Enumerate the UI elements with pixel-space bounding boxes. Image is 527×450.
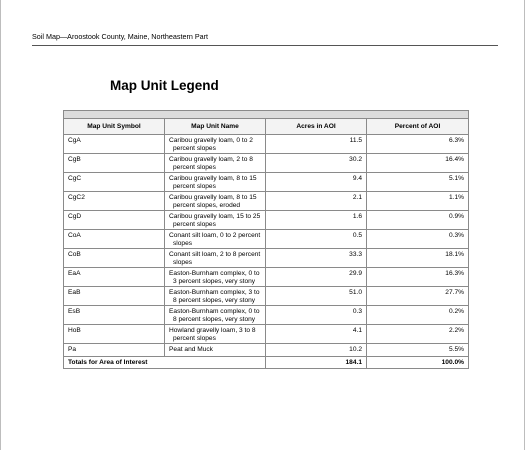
cell-symbol: CgA (64, 135, 165, 154)
column-header-acres: Acres in AOI (266, 119, 367, 135)
cell-name (165, 230, 266, 249)
cell-symbol: EaB (64, 287, 165, 306)
cell-acres: 29.9 (266, 268, 367, 287)
cell-symbol: EaA (64, 268, 165, 287)
cell-acres: 4.1 (266, 325, 367, 344)
table-row (64, 268, 469, 287)
cell-name (165, 135, 266, 154)
cell-percent: 27.7% (367, 287, 469, 306)
cell-percent: 5.5% (367, 344, 469, 357)
cell-percent: 5.1% (367, 173, 469, 192)
cell-symbol: CgC2 (64, 192, 165, 211)
cell-name (165, 268, 266, 287)
column-header-percent: Percent of AOI (367, 119, 469, 135)
table-row (64, 135, 469, 154)
cell-acres: 30.2 (266, 154, 367, 173)
cell-percent: 18.1% (367, 249, 469, 268)
cell-percent: 16.3% (367, 268, 469, 287)
cell-symbol: CgC (64, 173, 165, 192)
cell-name-text: Caribou gravelly loam, 0 to 2 percent slopes (169, 137, 253, 152)
table-row (64, 192, 469, 211)
cell-symbol: Pa (64, 344, 165, 357)
document-header-title: Soil Map—Aroostook County, Maine, Northeastern Part (32, 32, 209, 41)
column-header-name: Map Unit Name (165, 119, 266, 135)
cell-acres: 2.1 (266, 192, 367, 211)
cell-name-text: Easton-Burnham complex, 0 to 8 percent slopes, very stony (169, 308, 260, 323)
cell-name-text: Easton-Burnham complex, 3 to 8 percent slopes, very stony (169, 289, 260, 304)
cell-symbol: CoB (64, 249, 165, 268)
cell-acres: 0.3 (266, 306, 367, 325)
cell-name-text: Conant silt loam, 2 to 8 percent slopes (169, 251, 261, 266)
cell-acres: 51.0 (266, 287, 367, 306)
legend-title: Map Unit Legend (110, 78, 219, 93)
table-row (64, 249, 469, 268)
cell-name (165, 344, 266, 357)
table-row (64, 287, 469, 306)
cell-name (165, 287, 266, 306)
cell-symbol: CoA (64, 230, 165, 249)
totals-acres: 184.1 (266, 357, 367, 369)
cell-symbol: HoB (64, 325, 165, 344)
table-row (64, 344, 469, 357)
cell-acres: 9.4 (266, 173, 367, 192)
cell-name (165, 306, 266, 325)
totals-row (64, 357, 469, 369)
cell-percent: 0.9% (367, 211, 469, 230)
table-row (64, 230, 469, 249)
cell-name-text: Easton-Burnham complex, 0 to 3 percent slopes, very stony (169, 270, 260, 285)
table-row (64, 154, 469, 173)
cell-symbol: EsB (64, 306, 165, 325)
map-unit-legend-table (63, 110, 469, 369)
cell-percent: 1.1% (367, 192, 469, 211)
cell-name-text: Caribou gravelly loam, 8 to 15 percent slopes, eroded (169, 194, 257, 209)
cell-name (165, 211, 266, 230)
cell-name-text: Conant silt loam, 0 to 2 percent slopes (169, 232, 261, 247)
cell-name (165, 325, 266, 344)
cell-percent: 0.2% (367, 306, 469, 325)
table-top-bar (64, 111, 469, 119)
cell-name (165, 154, 266, 173)
cell-symbol: CgB (64, 154, 165, 173)
cell-name (165, 192, 266, 211)
table-row (64, 306, 469, 325)
cell-name-text: Caribou gravelly loam, 8 to 15 percent slopes (169, 175, 257, 190)
cell-acres: 1.6 (266, 211, 367, 230)
cell-name-text: Caribou gravelly loam, 2 to 8 percent slopes (169, 156, 253, 171)
cell-name-text: Peat and Muck (169, 346, 213, 353)
cell-acres: 33.3 (266, 249, 367, 268)
cell-symbol: CgD (64, 211, 165, 230)
cell-acres: 0.5 (266, 230, 367, 249)
cell-percent: 6.3% (367, 135, 469, 154)
cell-name-text: Caribou gravelly loam, 15 to 25 percent slopes (169, 213, 261, 228)
totals-percent: 100.0% (367, 357, 469, 369)
header-divider (32, 45, 498, 46)
table-row (64, 325, 469, 344)
table-row (64, 173, 469, 192)
column-header-symbol: Map Unit Symbol (64, 119, 165, 135)
cell-percent: 0.3% (367, 230, 469, 249)
cell-acres: 10.2 (266, 344, 367, 357)
cell-name (165, 249, 266, 268)
cell-percent: 2.2% (367, 325, 469, 344)
cell-acres: 11.5 (266, 135, 367, 154)
cell-name-text: Howland gravelly loam, 3 to 8 percent slopes (169, 327, 256, 342)
cell-name (165, 173, 266, 192)
cell-percent: 16.4% (367, 154, 469, 173)
table-header-row (64, 119, 469, 135)
totals-label: Totals for Area of Interest (64, 357, 266, 369)
table-row (64, 211, 469, 230)
